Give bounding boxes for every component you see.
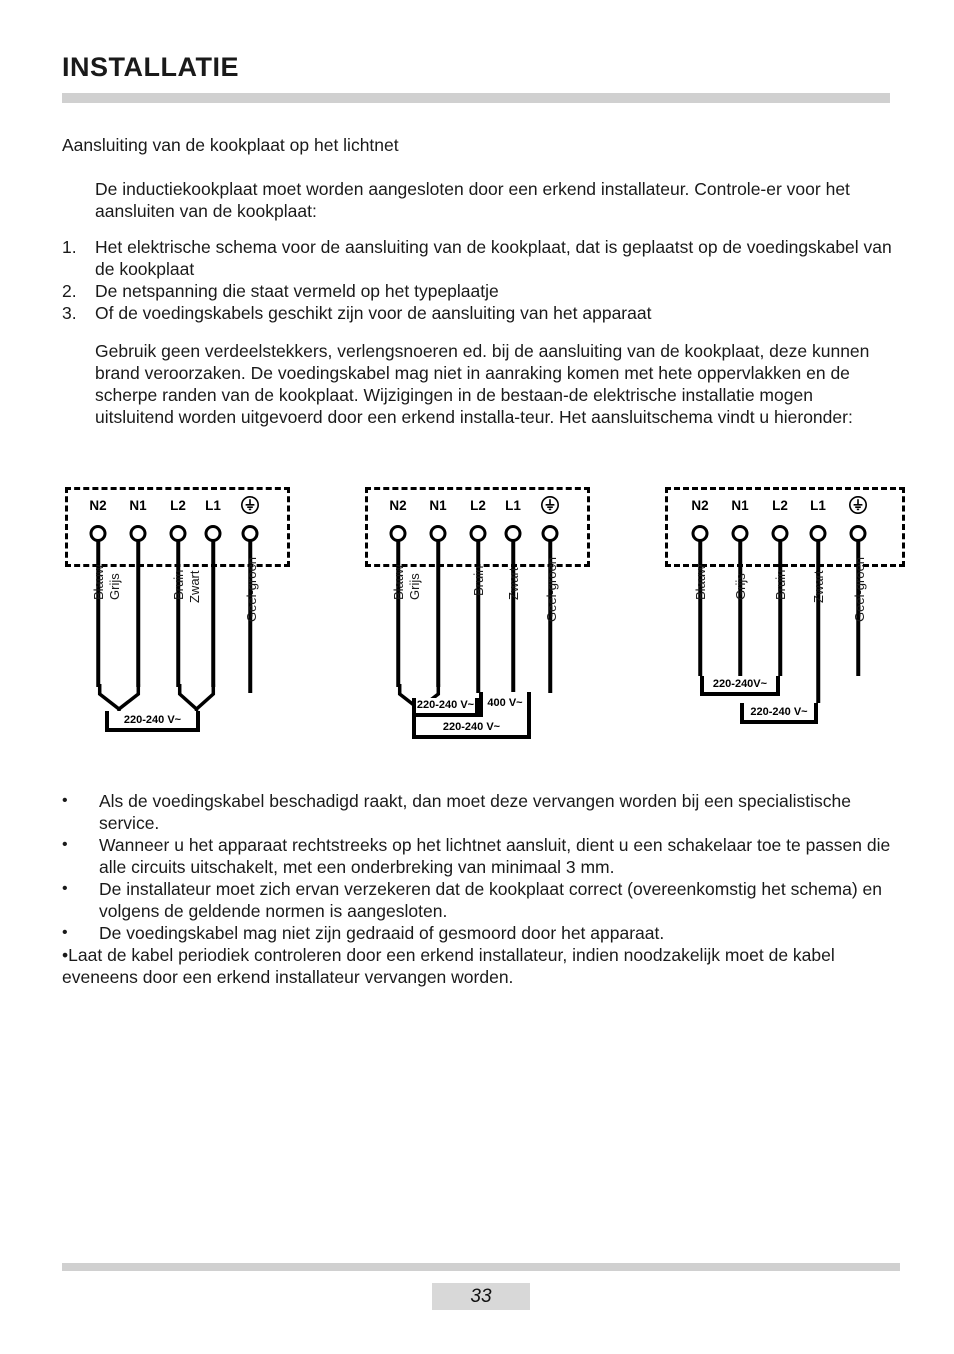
bullet-marker: • xyxy=(62,880,68,897)
terminal-label-l2: L2 xyxy=(170,498,186,513)
list-item xyxy=(62,302,902,324)
voltage-bracket xyxy=(412,698,479,717)
list-item xyxy=(62,790,912,834)
wire-label-geel-groen: Geel-groen xyxy=(852,556,867,622)
wire-line xyxy=(511,541,515,693)
wire-label-grijs: Grijs xyxy=(407,573,422,600)
terminal-post xyxy=(390,525,407,542)
bullet-marker: • xyxy=(62,836,68,853)
list-item-text: Het elektrische schema voor de aansluiting van de kookplaat, dat is geplaatst op de voedingskabel van de kookplaat xyxy=(95,237,892,279)
terminal-label-l1: L1 xyxy=(505,498,521,513)
terminal-label-n1: N1 xyxy=(129,498,147,513)
list-item-text: Wanneer u het apparaat rechtstreeks op het lichtnet aansluit, dient u een schakelaar toe te passen die alle circuits uitschakelt, met een onderbreking van minimaal 3 mm. xyxy=(99,835,891,877)
list-item xyxy=(62,922,912,944)
wire-label-bruin: Bruin xyxy=(171,569,186,600)
wire-label-grijs: Grijs xyxy=(733,573,748,600)
terminal-post xyxy=(505,525,522,542)
list-item-text: Als de voedingskabel beschadigd raakt, dan moet deze vervangen worden bij een specialistische service. xyxy=(99,791,851,833)
terminal-label-n1: N1 xyxy=(731,498,749,513)
wiring-diagram-three-phase xyxy=(655,470,954,760)
terminal-post xyxy=(850,525,867,542)
bullet-marker: • xyxy=(62,945,69,965)
terminal-post xyxy=(542,525,559,542)
wire-label-zwart: Zwart xyxy=(811,570,826,603)
terminal-post xyxy=(170,525,187,542)
terminal-post xyxy=(430,525,447,542)
footer-divider-rule xyxy=(62,1263,900,1271)
wire-line xyxy=(396,541,400,687)
wire-label-zwart: Zwart xyxy=(187,570,202,603)
terminal-post xyxy=(810,525,827,542)
terminal-post xyxy=(205,525,222,542)
terminal-post xyxy=(470,525,487,542)
terminal-label-l2: L2 xyxy=(772,498,788,513)
terminal-label-n1: N1 xyxy=(429,498,447,513)
wire-label-bruin: Bruin xyxy=(773,569,788,600)
voltage-label: 220-240 V~ xyxy=(416,699,475,711)
wire-label-zwart: Zwart xyxy=(506,567,521,600)
list-item xyxy=(62,236,902,280)
wire-label-grijs: Grijs xyxy=(107,573,122,600)
earth-ground-icon xyxy=(848,495,868,515)
voltage-label: 220-240 V~ xyxy=(750,706,808,718)
voltage-bracket xyxy=(105,711,200,732)
wire-label-blauw: Blauw xyxy=(391,564,406,600)
wire-label-blauw: Blauw xyxy=(693,564,708,600)
terminal-label-n2: N2 xyxy=(691,498,709,513)
wire-label-geel-groen: Geel-groen xyxy=(544,556,559,622)
page-number: 33 xyxy=(432,1283,530,1310)
list-item-text: De installateur moet zich ervan verzekeren dat de kookplaat correct (overeenkomstig het schema) en volgens de geldende normen is aangesloten. xyxy=(99,879,883,921)
list-item-text: Laat de kabel periodiek controleren door een erkend installateur, indien noodzakelijk moet de kabel eveneens door een erkend installateur vervangen worden. xyxy=(62,945,835,987)
wire-line xyxy=(816,541,820,703)
wire-line xyxy=(436,541,440,687)
terminal-post xyxy=(692,525,709,542)
voltage-label: 220-240V~ xyxy=(712,678,768,690)
voltage-label: 400 V~ xyxy=(487,697,523,709)
intro-paragraph-2: Gebruik geen verdeelstekkers, verlengsnoeren ed. bij de aansluiting van de kookplaat, deze kunnen brand veroorzaken. De voedingskabel mag niet in aanraking komen met hete oppervlakken en de scherpe randen van de kookplaat. Wijzigingen in de bestaan-de elektrische installatie mogen uitsluitend worden uitgevoerd door een erkend installa-teur. Het aansluitschema vindt u hieronder: xyxy=(95,341,870,427)
terminal-label-n2: N2 xyxy=(389,498,407,513)
earth-ground-icon xyxy=(540,495,560,515)
bullet-marker: • xyxy=(62,792,68,809)
voltage-label: 220-240 V~ xyxy=(123,714,182,726)
voltage-bracket xyxy=(479,692,531,717)
list-item xyxy=(62,834,912,878)
wire-line xyxy=(176,541,180,687)
wire-line xyxy=(136,541,140,687)
warnings-bullet-list xyxy=(62,790,912,988)
wiring-diagrams-group xyxy=(0,470,954,760)
voltage-bracket xyxy=(740,703,818,724)
list-item-text: De voedingskabel mag niet zijn gedraaid of gesmoord door het apparaat. xyxy=(99,923,665,943)
terminal-label-n2: N2 xyxy=(89,498,107,513)
terminal-post xyxy=(732,525,749,542)
wiring-diagram-two-phase xyxy=(355,470,655,760)
list-item-text: De netspanning die staat vermeld op het typeplaatje xyxy=(95,281,499,301)
list-marker: 1. xyxy=(62,237,77,257)
terminal-post xyxy=(242,525,259,542)
section-intro-line: Aansluiting van de kookplaat op het lichtnet xyxy=(62,135,399,155)
wire-line xyxy=(738,541,742,676)
wire-line xyxy=(778,541,782,676)
list-marker: 3. xyxy=(62,303,77,323)
voltage-label: 220-240 V~ xyxy=(442,721,501,733)
wire-label-bruin: Bruin xyxy=(471,565,486,596)
terminal-post xyxy=(772,525,789,542)
bullet-marker: • xyxy=(62,924,68,941)
list-item-text: Of de voedingskabels geschikt zijn voor de aansluiting van het apparaat xyxy=(95,303,652,323)
header-divider-rule xyxy=(62,93,890,103)
list-item xyxy=(62,878,912,922)
terminal-label-l2: L2 xyxy=(470,498,486,513)
terminal-post xyxy=(130,525,147,542)
terminal-label-l1: L1 xyxy=(205,498,221,513)
terminal-post xyxy=(90,525,107,542)
terminal-label-l1: L1 xyxy=(810,498,826,513)
list-item xyxy=(62,280,902,302)
wire-line xyxy=(698,541,702,676)
wire-line xyxy=(96,541,100,687)
earth-ground-icon xyxy=(240,495,260,515)
wiring-diagram-single-phase xyxy=(55,470,355,760)
page-title: INSTALLATIE xyxy=(62,52,239,82)
wire-label-blauw: Blauw xyxy=(91,564,106,600)
requirements-numbered-list xyxy=(62,236,902,324)
voltage-bracket xyxy=(700,676,780,696)
wire-label-geel-groen: Geel-groen xyxy=(244,556,259,622)
list-item xyxy=(62,944,912,988)
voltage-bracket xyxy=(412,717,531,739)
list-marker: 2. xyxy=(62,281,77,301)
intro-paragraph-1: De inductiekookplaat moet worden aangesloten door een erkend installateur. Controle-er voor het aansluiten van de kookplaat: xyxy=(95,179,850,221)
wire-line xyxy=(476,541,480,693)
wire-line xyxy=(211,541,215,687)
